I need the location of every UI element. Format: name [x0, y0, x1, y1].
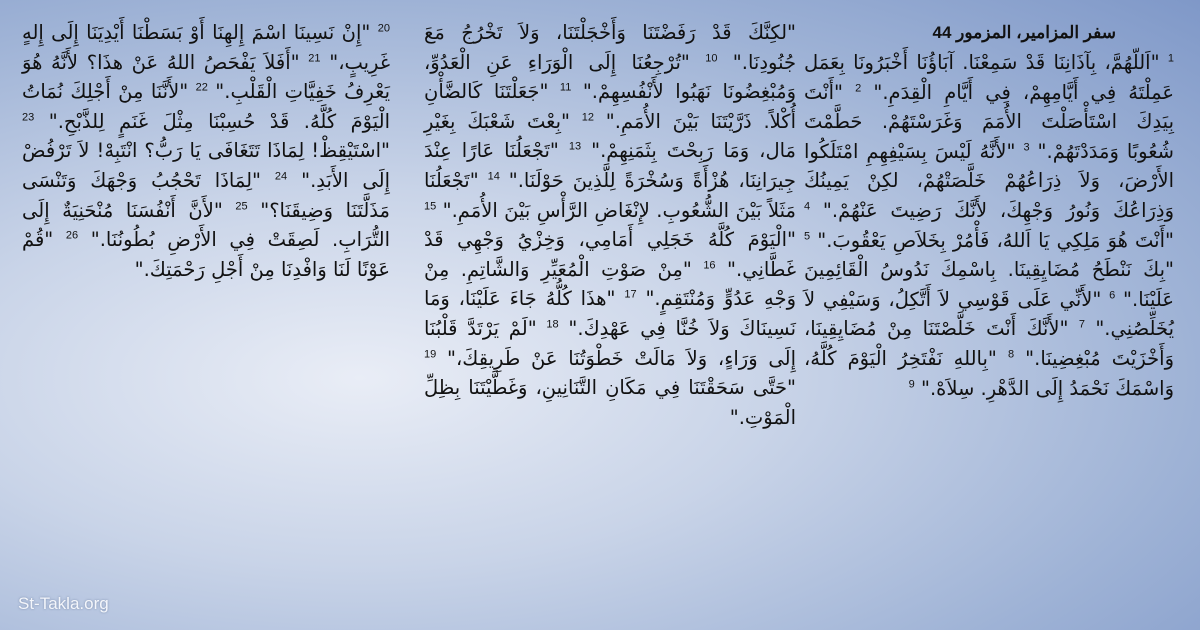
verse-text: "هذَا كُلُّهُ جَاءَ عَلَيْنَا، وَمَا نَسِينَاكَ وَلاَ خُنَّا فِي عَهْدِكَ."	[424, 287, 797, 340]
verse-text: "مِنْ صَوْتِ الْمُعَيِّرِ وَالشَّاتِمِ. مِنْ وَجْهِ عَدُوٍّ وَمُنْتَقِمٍ."	[424, 257, 796, 311]
verse-number: 7	[1078, 318, 1085, 331]
verse-text: "تُرْجِعُنَا إِلَى الْوَرَاءِ عَنِ الْعَدُوِّ، وَمُبْغِضُونَا نَهَبُوا لأَنْفُسِهِمْ."	[424, 50, 797, 104]
verse-text: "تَجْعَلُنَا مَثَلاً بَيْنَ الشُّعُوبِ. لإِنْغَاضِ الرَّأْسِ بَيْنَ الأُمَمِ."	[424, 168, 796, 222]
verse-number: 18	[546, 318, 559, 331]
site-watermark: St-Takla.org	[18, 594, 109, 613]
verse-number: 26	[65, 229, 79, 242]
verse-number: 10	[705, 52, 718, 65]
verse-text: "بِاللهِ نَفْتَخِرُ الْيَوْمَ كُلَّهُ، وَاسْمَكَ نَحْمَدُ إِلَى الدَّهْرِ. سِلاَهْ."	[804, 346, 1174, 400]
verse-text: "الْيَوْمَ كُلَّهُ خَجَلِي أَمَامِي، وَخِزْيُ وَجْهِي قَدْ غَطَّانِي."	[424, 228, 797, 281]
verse-number: 17	[624, 288, 637, 301]
verse-number: 13	[568, 140, 582, 153]
verse-9-text: "لكِنَّكَ قَدْ رَفَضْتَنَا وَأَخْجَلْتَنَا، وَلاَ تَخْرُجُ مَعَ جُنُودِنَا."	[424, 21, 797, 74]
verse-number: 25	[235, 200, 248, 213]
verse-number: 11	[559, 81, 572, 94]
verse-text: "بِكَ نَنْطَحُ مُضَايِقِينَا. بِاسْمِكَ نَدُوسُ الْقَائِمِينَ عَلَيْنَا."	[804, 258, 1174, 311]
text-column-middle	[424, 18, 796, 432]
verse-9	[909, 377, 915, 400]
verse-number: 24	[274, 170, 288, 183]
verse-text: "لأَنَّنَا مِنْ أَجْلِكَ نُمَاتُ الْيَوْمَ كُلَّهُ. قَدْ حُسِبْنَا مِثْلَ غَنَمٍ لِلذَّبْحِ."	[22, 80, 390, 133]
verse-text: "أَفَلاَ يَفْحَصُ اللهُ عَنْ هذَا؟ لأَنَّهُ هُوَ يَعْرِفُ خَفِيَّاتِ الْقَلْبِ."	[22, 50, 390, 104]
verse-number: 2	[855, 82, 862, 95]
verse-number: 8	[1007, 348, 1015, 361]
verse-number: 23	[22, 111, 35, 124]
verse-number: 14	[487, 170, 500, 183]
page-title: سفر المزامير، المزمور 44	[932, 23, 1116, 42]
verse-text: "حَتَّى سَحَقْتَنَا فِي مَكَانِ التَّنَانِينِ، وَغَطَّيْتَنَا بِظِلِّ الْمَوْتِ."	[424, 376, 796, 429]
verse-number: 22	[195, 81, 208, 94]
verse-number: 6	[1109, 289, 1116, 302]
verse-text: "بِعْتَ شَعْبَكَ بِغَيْرِ مَال، وَمَا رَبِحْتَ بِثَمَنِهِمْ."	[424, 109, 796, 163]
verse-number: 16	[703, 259, 716, 272]
verse-text: "لَمْ يَرْتَدَّ قَلْبُنَا إِلَى وَرَاءٍ، وَلاَ مَالَتْ خَطْوَتُنَا عَنْ طَرِيقِكَ،"	[424, 316, 797, 370]
verse-text: "لِمَاذَا تَحْجُبُ وَجْهَكَ وَتَنْسَى مَذَلَّتَنَا وَضِيقَنَا؟"	[22, 168, 390, 222]
verse-text: "جَعَلْتَنَا كَالضَّأْنِ أُكْلاً. ذَرَّيْتَنَا بَيْنَ الأُمَمِ."	[424, 80, 797, 133]
verse-text: "تَجْعَلُنَا عَارًا عِنْدَ جِيرَانِنَا، هُزْأَةً وَسُخْرَةً لِلَّذِينَ حَوْلَنَا."	[424, 139, 796, 192]
verse-text: "إِنْ نَسِينَا اسْمَ إِلهِنَا أَوْ بَسَطْنَا أَيْدِيَنَا إِلَى إِلهٍ غَرِيبٍ،"	[22, 21, 391, 74]
text-column-right	[804, 18, 1174, 403]
verse-text: "لأَنِّي عَلَى قَوْسِي لاَ أَتَّكِلُ، وَسَيْفِي لاَ يُخَلِّصُنِي."	[804, 287, 1174, 341]
verse-number: 15	[424, 200, 437, 213]
verse-text: "أَنْتَ هُوَ مَلِكِي يَا اَللهُ، فَأْمُرْ بِخَلاَصِ يَعْقُوبَ."	[817, 228, 1174, 252]
verse-number: 21	[308, 52, 321, 65]
verse-number: 12	[581, 111, 594, 124]
verse-text: "قُمْ عَوْنًا لَنَا وَافْدِنَا مِنْ أَجْلِ رَحْمَتِكَ."	[22, 228, 390, 281]
text-column-left	[22, 18, 390, 284]
verse-text: "اَللّهُمَّ، بِآذَانِنَا قَدْ سَمِعْنَا. آبَاؤُنَا أَخْبَرُونَا بِعَمَل عَمِلْتَهُ فِي أَيَّامِهِمْ، فِي أَيَّامِ الْقِدَمِ."	[804, 51, 1174, 104]
verse-number: 20	[377, 22, 390, 35]
verse-number: 4	[804, 200, 811, 213]
verse-text: "لأَنَّكَ أَنْتَ خَلَّصْتَنَا مِنْ مُضَايِقِينَا، وَأَخْزَيْتَ مُبْغِضِينَا."	[804, 317, 1175, 370]
verse-text: "لأَنَّهُ لَيْسَ بِسَيْفِهِمِ امْتَلَكُوا الأَرْضَ، وَلاَ ذِرَاعُهُمْ خَلَّصَتْهُمْ، لكِنْ يَمِينُكَ وَذِرَاعُكَ وَنُورُ وَجْهِكَ، لأَنَّكَ رَضِيتَ عَنْهُمْ."	[804, 139, 1174, 222]
verse-text: "لأَنَّ أَنْفُسَنَا مُنْحَنِيَةٌ إِلَى التُّرَابِ. لَصِقَتْ فِي الأَرْضِ بُطُونُنَا."	[22, 198, 391, 252]
verse-text: "اسْتَيْقِظْ! لِمَاذَا تَتَغَافَى يَا رَبُّ؟ انْتَبِهْ! لاَ تَرْفُضْ إِلَى الأَبَدِ."	[22, 139, 390, 192]
verse-number: 3	[1023, 141, 1030, 154]
verse-text: "أَنْتَ بِيَدِكَ اسْتَأْصَلْتَ الأُمَمَ وَغَرَسْتَهُمْ. حَطَّمْتَ شُعُوبًا وَمَدَدْتَهُمْ."	[804, 80, 1175, 163]
verse-number: 5	[804, 230, 811, 243]
verse-number: 1	[1167, 52, 1174, 65]
verse-number: 9	[908, 378, 915, 391]
verse-number: 19	[424, 348, 437, 361]
